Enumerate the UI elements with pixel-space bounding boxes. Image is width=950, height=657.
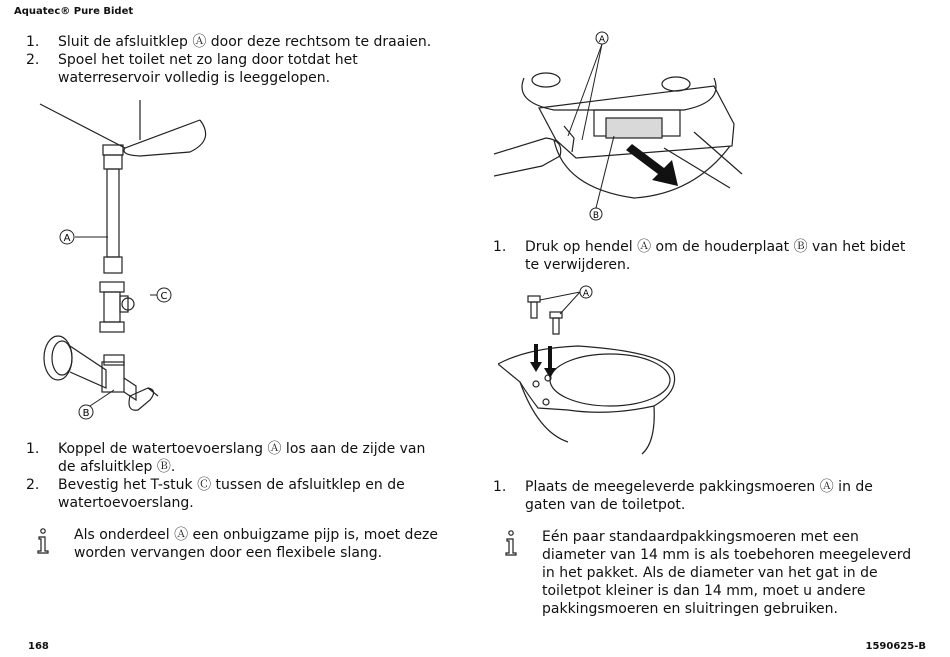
left-steps-bottom bbox=[26, 440, 442, 512]
step-text: Sluit de afsluitklep Ⓐ door deze rechtsom te draaien. bbox=[58, 34, 432, 50]
step-item bbox=[26, 476, 442, 512]
svg-text:A: A bbox=[63, 233, 71, 244]
step-number: 2. bbox=[26, 477, 40, 493]
callout-a bbox=[580, 286, 592, 299]
callout-b bbox=[79, 405, 93, 419]
valve-assembly-illustration bbox=[30, 100, 230, 430]
left-steps-top bbox=[26, 33, 442, 87]
step-text: Spoel het toilet net zo lang door totdat het waterreservoir volledig is leeggelopen. bbox=[58, 52, 358, 86]
right-step-1 bbox=[493, 238, 909, 274]
step-text: Koppel de watertoevoerslang Ⓐ los aan de zijde van de afsluitklep Ⓑ. bbox=[58, 441, 426, 475]
step-item bbox=[493, 478, 909, 514]
step-text: Bevestig het T-stuk Ⓒ tussen de afsluitklep en de watertoevoerslang. bbox=[58, 477, 405, 511]
callout-a bbox=[596, 32, 608, 45]
svg-text:A: A bbox=[598, 35, 606, 45]
right-step-2 bbox=[493, 478, 909, 514]
step-text: Druk op hendel Ⓐ om de houderplaat Ⓑ van het bidet te verwijderen. bbox=[525, 239, 906, 273]
step-item bbox=[26, 51, 442, 87]
callout-a bbox=[60, 230, 74, 244]
document-code: 1590625-B bbox=[865, 641, 926, 652]
step-number: 1. bbox=[26, 441, 40, 457]
holder-plate-removal-illustration bbox=[494, 28, 744, 228]
document-header: Aquatec® Pure Bidet bbox=[14, 6, 134, 17]
step-item bbox=[26, 440, 442, 476]
svg-text:A: A bbox=[582, 289, 590, 299]
callout-b bbox=[590, 208, 602, 221]
svg-text:C: C bbox=[160, 291, 168, 302]
info-icon bbox=[36, 528, 50, 554]
info-icon bbox=[504, 530, 518, 556]
step-number: 1. bbox=[493, 239, 507, 255]
left-info-note bbox=[26, 526, 444, 562]
step-text: Plaats de meegeleverde pakkingsmoeren Ⓐ in de gaten van de toiletpot. bbox=[525, 479, 873, 513]
note-text: Eén paar standaardpakkingsmoeren met een diameter van 14 mm is als toebehoren meegeleverd in het pakket. Als de diameter van het gat in de toiletpot kleiner is dan 14 mm, moet u andere pakkingsmoeren en sluitringen gebruiken. bbox=[542, 529, 912, 617]
step-number: 1. bbox=[26, 34, 40, 50]
step-item bbox=[26, 33, 442, 51]
svg-text:B: B bbox=[82, 408, 90, 419]
gasket-nuts-illustration bbox=[498, 282, 688, 462]
page-number: 168 bbox=[28, 641, 49, 652]
note-text: Als onderdeel Ⓐ een onbuigzame pijp is, moet deze worden vervangen door een flexibele slang. bbox=[74, 527, 439, 561]
right-info-note bbox=[494, 528, 912, 618]
callout-c bbox=[157, 288, 171, 302]
step-number: 2. bbox=[26, 52, 40, 68]
step-item bbox=[493, 238, 909, 274]
step-number: 1. bbox=[493, 479, 507, 495]
svg-text:B: B bbox=[592, 211, 600, 221]
